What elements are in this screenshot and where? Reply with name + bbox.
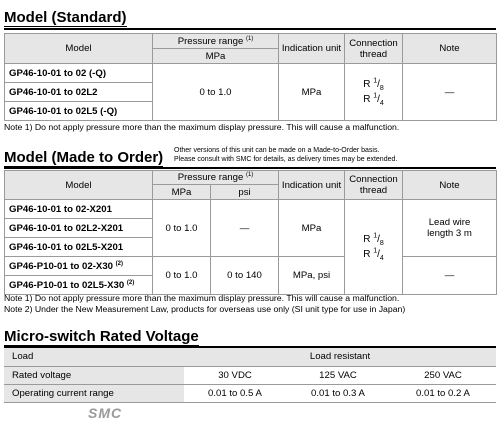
note-value: —	[403, 64, 497, 121]
unit-value: MPa	[279, 64, 345, 121]
table-row: GP46-P10-01 to 02L5-X30 $^{(2)}$	[5, 276, 153, 295]
rated-voltage-label: Rated voltage	[4, 366, 184, 384]
col-indication: Indication unit	[279, 171, 345, 200]
table-cell: 250 VAC	[390, 366, 496, 384]
table-cell: 125 VAC	[286, 366, 390, 384]
col-model: Model	[5, 34, 153, 64]
table-row: GP46-P10-01 to 02-X30 $^{(2)}$	[5, 257, 153, 276]
smc-logo: SMC	[88, 405, 123, 421]
section-rule	[4, 28, 496, 30]
col-indication: Indication unit	[279, 34, 345, 64]
unit-value: MPa, psi	[279, 257, 345, 295]
current-range-label: Operating current range	[4, 384, 184, 402]
col-connection: Connection thread	[345, 171, 403, 200]
table-cell: 30 VDC	[184, 366, 286, 384]
col-model: Model	[5, 171, 153, 200]
col-pressure: Pressure range $^{(1)}$	[153, 34, 279, 49]
mto-table	[4, 170, 497, 295]
col-mpa: MPa	[153, 185, 211, 200]
col-mpa: MPa	[153, 49, 279, 64]
section-rule	[4, 167, 496, 169]
table-row: GP46-10-01 to 02L5-X201	[5, 238, 153, 257]
pressure-value: 0 to 1.0	[153, 64, 279, 121]
table-row: GP46-10-01 to 02L2-X201	[5, 219, 153, 238]
table-cell: 0.01 to 0.5 A	[184, 384, 286, 402]
standard-footnote: Note 1) Do not apply pressure more than the maximum display pressure. This will cause a malfunction.	[4, 122, 400, 132]
note-value: Lead wire length 3 m	[403, 200, 497, 257]
psi-value: —	[211, 200, 279, 257]
col-psi: psi	[211, 185, 279, 200]
mpa-value: 0 to 1.0	[153, 257, 211, 295]
standard-table	[4, 33, 497, 121]
mto-footnote-1: Note 1) Do not apply pressure more than the maximum display pressure. This will cause a malfunction.	[4, 293, 400, 303]
unit-value: MPa	[279, 200, 345, 257]
voltage-title: Micro-switch Rated Voltage	[4, 328, 199, 345]
table-row: GP46-10-01 to 02L2	[5, 83, 153, 102]
mpa-value: 0 to 1.0	[153, 200, 211, 257]
col-note: Note	[403, 34, 497, 64]
standard-title: Model (Standard)	[4, 9, 127, 26]
mto-title: Model (Made to Order)	[4, 149, 164, 166]
table-row: GP46-10-01 to 02 (-Q)	[5, 64, 153, 83]
col-load-resistant: Load resistant	[184, 348, 496, 366]
mto-footnote-2: Note 2) Under the New Measurement Law, products for overseas use only (SI unit type for use in Japan)	[4, 304, 406, 314]
table-row: GP46-10-01 to 02L5 (-Q)	[5, 102, 153, 121]
voltage-table	[4, 348, 496, 403]
col-load: Load	[4, 348, 184, 366]
mto-side-note: Other versions of this unit can be made on a Made-to-Order basis. Please consult with SMC for details, as delivery times may be extended.	[174, 147, 398, 163]
psi-value: 0 to 140	[211, 257, 279, 295]
col-pressure: Pressure range $^{(1)}$	[153, 171, 279, 185]
thread-value: R $^1/_8$ R $^1/_4$	[345, 64, 403, 121]
thread-value: R $^1/_8$ R $^1/_4$	[345, 200, 403, 295]
note-value: —	[403, 257, 497, 295]
col-connection: Connection thread	[345, 34, 403, 64]
col-note: Note	[403, 171, 497, 200]
table-cell: 0.01 to 0.3 A	[286, 384, 390, 402]
table-cell: 0.01 to 0.2 A	[390, 384, 496, 402]
table-row: GP46-10-01 to 02-X201	[5, 200, 153, 219]
